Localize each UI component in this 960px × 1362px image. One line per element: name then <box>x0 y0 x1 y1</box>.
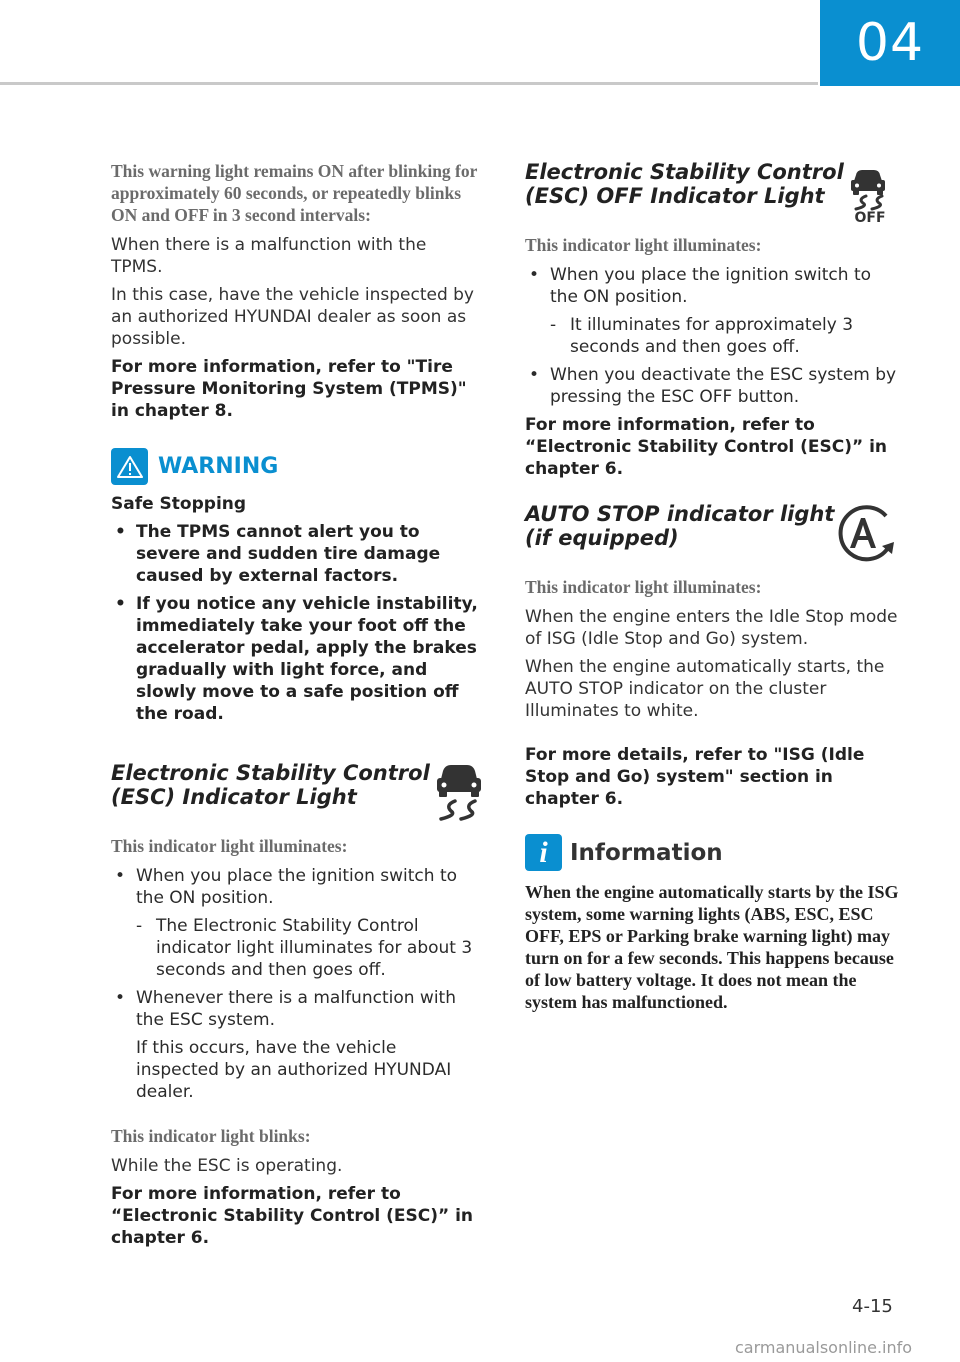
esc-off-title-line-2: (ESC) OFF Indicator Light <box>525 184 825 208</box>
auto-stop-title-line-1: AUTO STOP indicator light <box>525 502 835 526</box>
header-rule <box>0 82 818 85</box>
auto-stop-illum-heading: This indicator light illuminates: <box>525 577 762 597</box>
warning-item: • If you notice any vehicle instability, immediately take your foot off the accelerator pedal, apply the brakes gradually with light force, and slowly move to a safe position off the road. <box>111 593 483 725</box>
esc-car-skid-icon <box>429 761 489 827</box>
esc-off-bullet-1-sub: - It illuminates for approximately 3 seconds and then goes off. <box>525 314 900 358</box>
auto-stop-title-line-2: (if equipped) <box>525 526 679 550</box>
esc-bullet-1-text: When you place the ignition switch to the ON position. <box>136 866 458 908</box>
esc-bullet-1-sub: - The Electronic Stability Control indicator light illuminates for about 3 seconds and then goes off. <box>111 915 483 981</box>
esc-bullet-2 <box>111 987 483 1031</box>
chapter-tab: 04 <box>820 0 960 86</box>
tpms-heading: This warning light remains ON after blinking for approximately 60 seconds, or repeatedly blinks ON and OFF in 3 second intervals: <box>111 161 478 225</box>
left-column <box>111 160 483 1255</box>
auto-stop-paragraph-1: When the engine enters the Idle Stop mode of ISG (Idle Stop and Go) system. <box>525 607 898 649</box>
esc-blink-heading: This indicator light blinks: <box>111 1126 311 1146</box>
esc-off-title-line-1: Electronic Stability Control <box>525 160 844 184</box>
esc-reference: For more information, refer to “Electronic Stability Control (ESC)” in chapter 6. <box>111 1184 474 1248</box>
info-text: When the engine automatically starts by the ISG system, some warning lights (ABS, ESC, ESC OFF, EPS or Parking brake warning light) may turn on for a few seconds. This happens because of low battery voltage. It does not mean the system has malfunctioned. <box>525 882 899 1012</box>
esc-list-2 <box>111 987 483 1031</box>
esc-off-bullet-2-text: When you deactivate the ESC system by pressing the ESC OFF button. <box>550 365 897 407</box>
esc-off-list <box>525 264 900 308</box>
esc-off-section-header <box>525 160 900 226</box>
info-header <box>525 834 900 871</box>
esc-list <box>111 865 483 909</box>
esc-off-bullet-2 <box>525 364 900 408</box>
warning-triangle-icon <box>111 448 148 485</box>
esc-title-line-1: Electronic Stability Control <box>111 761 430 785</box>
esc-off-list-2 <box>525 364 900 408</box>
tpms-reference: For more information, refer to "Tire Pressure Monitoring System (TPMS)" in chapter 8. <box>111 357 467 421</box>
esc-bullet-2-text: Whenever there is a malfunction with the ESC system. <box>136 988 456 1030</box>
esc-blink-text: While the ESC is operating. <box>111 1156 343 1176</box>
esc-title-line-2: (ESC) Indicator Light <box>111 785 357 809</box>
warning-header <box>111 448 483 485</box>
auto-stop-section-header <box>525 502 900 550</box>
auto-stop-paragraph-2: When the engine automatically starts, the AUTO STOP indicator on the cluster Illuminates to white. <box>525 657 885 721</box>
esc-illum-heading: This indicator light illuminates: <box>111 836 348 856</box>
esc-off-illum-heading: This indicator light illuminates: <box>525 235 762 255</box>
right-column <box>525 160 900 1013</box>
tpms-paragraph-1: When there is a malfunction with the TPMS. <box>111 235 427 277</box>
esc-off-bullet-1 <box>525 264 900 308</box>
watermark: carmanualsonline.info <box>735 1338 913 1357</box>
esc-bullet-2-note: If this occurs, have the vehicle inspected by an authorized HYUNDAI dealer. <box>136 1038 452 1102</box>
esc-off-icon <box>846 166 890 232</box>
auto-stop-a-icon <box>826 504 900 566</box>
esc-off-bullet-1-text: When you place the ignition switch to the ON position. <box>550 265 872 307</box>
warning-title: WARNING <box>158 454 279 479</box>
esc-off-reference: For more information, refer to “Electronic Stability Control (ESC)” in chapter 6. <box>525 415 888 479</box>
info-title: Information <box>570 839 723 866</box>
auto-stop-reference: For more details, refer to "ISG (Idle Stop and Go) system" section in chapter 6. <box>525 745 865 809</box>
warning-item: • The TPMS cannot alert you to severe and sudden tire damage caused by external factors. <box>111 521 483 587</box>
info-i-icon: i <box>525 834 562 871</box>
esc-section-header <box>111 761 483 809</box>
page-number: 4-15 <box>852 1296 893 1317</box>
warning-list <box>111 521 483 725</box>
esc-bullet-1 <box>111 865 483 909</box>
esc-off-icon-label: OFF <box>854 210 886 226</box>
warning-subtitle: Safe Stopping <box>111 494 247 514</box>
tpms-paragraph-2: In this case, have the vehicle inspected by an authorized HYUNDAI dealer as soon as possible. <box>111 285 474 349</box>
